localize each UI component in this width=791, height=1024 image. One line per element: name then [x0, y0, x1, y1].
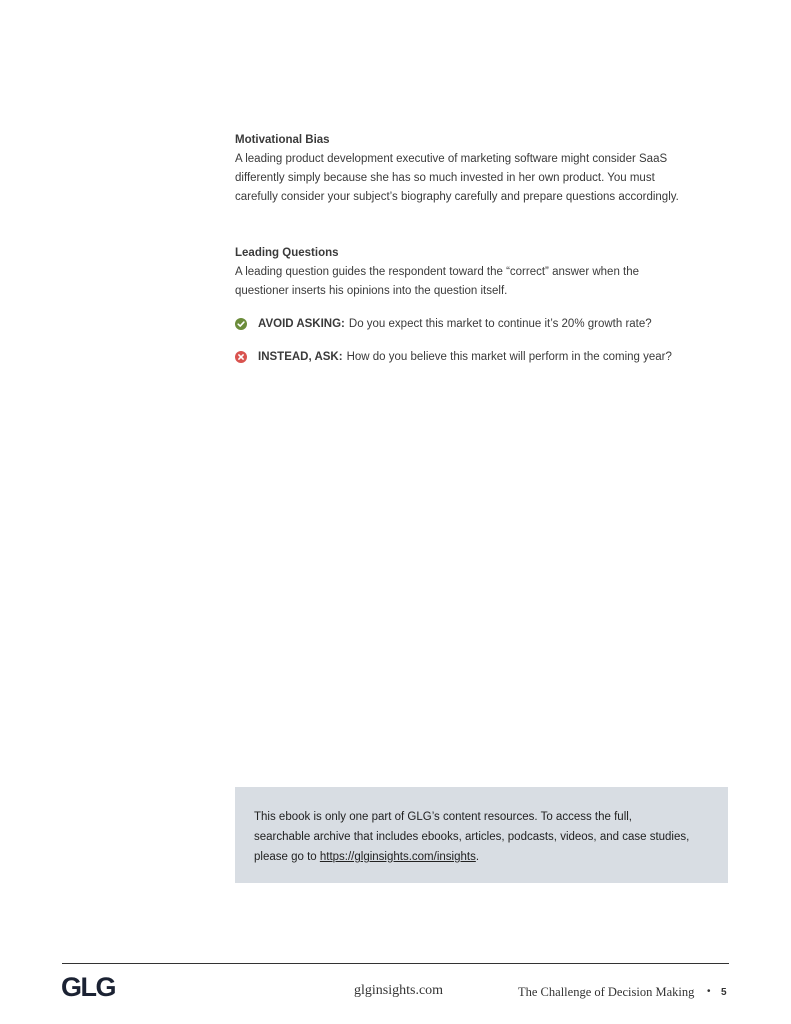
footer-ebook-title: The Challenge of Decision Making — [518, 985, 695, 999]
callout-link-suffix: . — [475, 851, 480, 863]
instead-ask-label: INSTEAD, ASK: — [258, 351, 343, 363]
insights-link[interactable]: https://glginsights.com/insights — [319, 851, 476, 863]
avoid-asking-text: Do you expect this market to continue it’s 20% growth rate? — [348, 318, 652, 330]
motivational-bias-line: carefully consider your subject’s biography carefully and prepare questions accordingly. — [235, 191, 679, 203]
motivational-bias-section — [235, 131, 735, 207]
callout-line: This ebook is only one part of GLG’s content resources. To access the full, — [254, 811, 632, 823]
callout-line: searchable archive that includes ebooks, articles, podcasts, videos, and case studies, — [254, 831, 690, 843]
footer-site: glginsights.com — [354, 983, 444, 998]
page-number: 5 — [721, 987, 727, 998]
x-circle-icon — [235, 351, 247, 363]
leading-questions-body — [235, 263, 735, 301]
glg-logo: GLG — [61, 972, 115, 1002]
avoid-asking-item — [235, 316, 755, 332]
motivational-bias-body — [235, 150, 735, 207]
leading-questions-line: questioner inserts his opinions into the question itself. — [235, 285, 508, 297]
callout-line — [254, 847, 714, 867]
motivational-bias-heading: Motivational Bias — [235, 134, 330, 146]
leading-questions-heading: Leading Questions — [235, 247, 339, 259]
instead-ask-item — [235, 349, 755, 365]
content-resources-callout — [235, 787, 728, 883]
leading-questions-line: A leading question guides the respondent toward the “correct” answer when the — [235, 266, 640, 278]
motivational-bias-line: A leading product development executive of marketing software might consider SaaS — [235, 153, 668, 165]
footer-bullet: • — [707, 986, 711, 997]
leading-questions-section — [235, 244, 735, 301]
instead-ask-text: How do you believe this market will perform in the coming year? — [346, 351, 672, 363]
avoid-asking-label: AVOID ASKING: — [258, 318, 345, 330]
footer-divider — [62, 963, 729, 964]
motivational-bias-line: differently simply because she has so much invested in her own product. You must — [235, 172, 655, 184]
callout-link-prefix: please go to — [254, 851, 320, 863]
check-circle-icon — [235, 318, 247, 330]
